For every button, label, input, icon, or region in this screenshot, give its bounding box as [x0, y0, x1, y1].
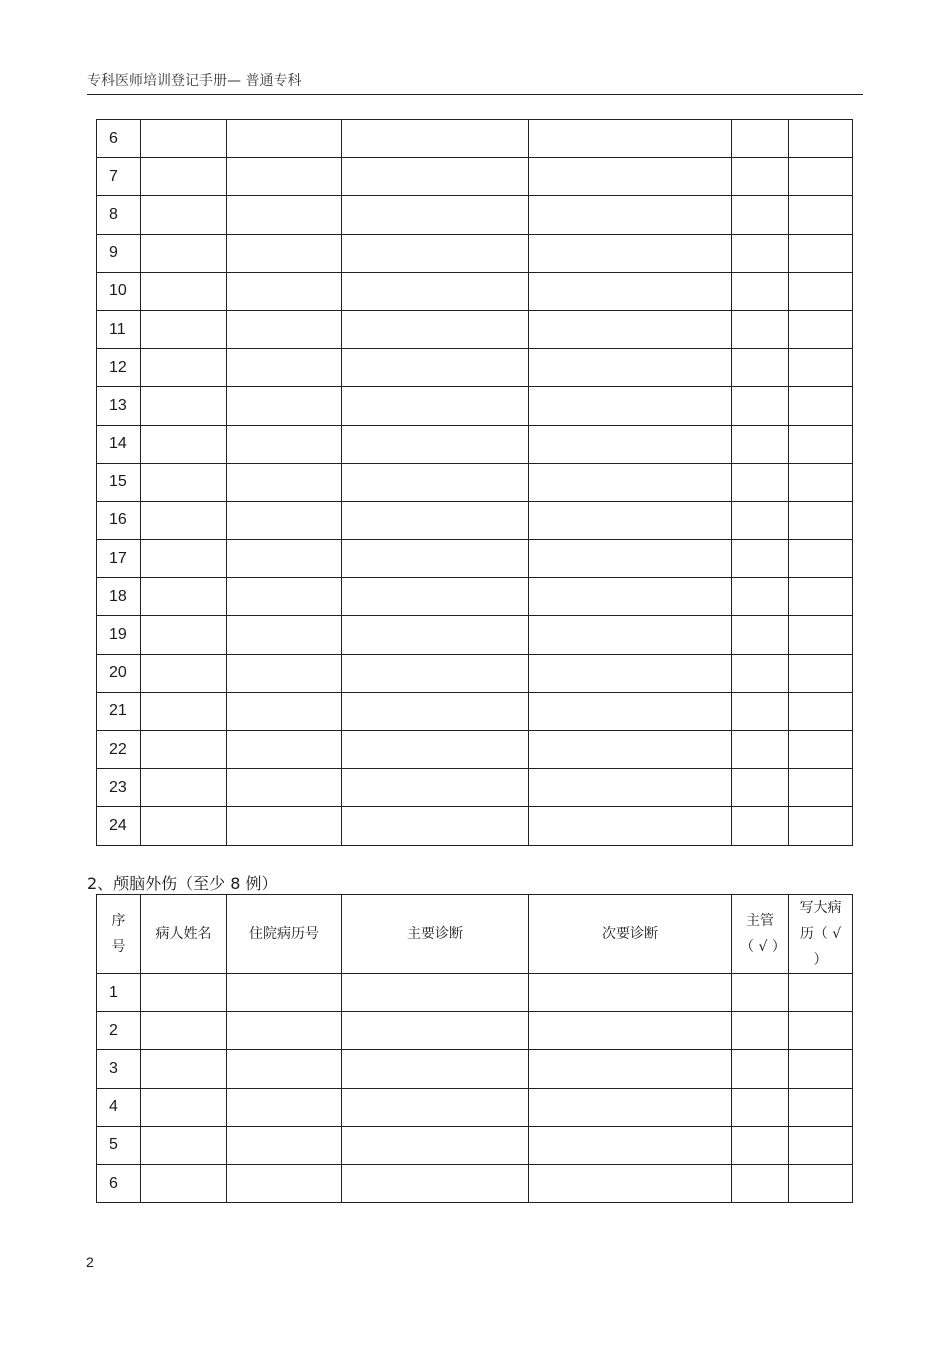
record-no-cell[interactable] — [227, 974, 342, 1012]
column-header-record-no: 住院病历号 — [227, 895, 342, 974]
primary-diagnosis-cell[interactable] — [342, 1050, 529, 1088]
primary-diagnosis-cell[interactable] — [342, 234, 529, 272]
column-header-primary-diagnosis: 主要诊断 — [342, 895, 529, 974]
primary-diagnosis-cell[interactable] — [342, 807, 529, 845]
row-number: 9 — [97, 234, 141, 272]
primary-diagnosis-cell[interactable] — [342, 272, 529, 310]
primary-diagnosis-cell[interactable] — [342, 196, 529, 234]
record-no-cell[interactable] — [227, 578, 342, 616]
record-no-cell[interactable] — [227, 272, 342, 310]
table-row — [97, 463, 853, 501]
record-no-cell[interactable] — [227, 769, 342, 807]
in-charge-cell[interactable] — [732, 234, 789, 272]
column-header-big-record: 写大病历（ √ ） — [789, 895, 853, 974]
secondary-diagnosis-cell[interactable] — [529, 692, 732, 730]
patient-name-cell[interactable] — [141, 501, 227, 539]
secondary-diagnosis-cell[interactable] — [529, 654, 732, 692]
row-number: 11 — [97, 310, 141, 348]
big-record-cell[interactable] — [789, 654, 853, 692]
in-charge-cell[interactable] — [732, 731, 789, 769]
table-row — [97, 1164, 853, 1202]
row-number: 21 — [97, 692, 141, 730]
in-charge-cell[interactable] — [732, 463, 789, 501]
big-record-cell[interactable] — [789, 731, 853, 769]
primary-diagnosis-cell[interactable] — [342, 654, 529, 692]
row-number: 5 — [97, 1126, 141, 1164]
secondary-diagnosis-cell[interactable] — [529, 501, 732, 539]
row-number: 19 — [97, 616, 141, 654]
big-record-cell[interactable] — [789, 692, 853, 730]
row-number: 1 — [97, 974, 141, 1012]
record-no-cell[interactable] — [227, 310, 342, 348]
primary-diagnosis-cell[interactable] — [342, 501, 529, 539]
secondary-diagnosis-cell[interactable] — [529, 387, 732, 425]
table-row — [97, 654, 853, 692]
secondary-diagnosis-cell[interactable] — [529, 1164, 732, 1202]
patient-name-cell[interactable] — [141, 578, 227, 616]
record-no-cell[interactable] — [227, 425, 342, 463]
patient-name-cell[interactable] — [141, 272, 227, 310]
secondary-diagnosis-cell[interactable] — [529, 1012, 732, 1050]
secondary-diagnosis-cell[interactable] — [529, 974, 732, 1012]
patient-name-cell[interactable] — [141, 196, 227, 234]
primary-diagnosis-cell[interactable] — [342, 310, 529, 348]
column-header-seq: 序号 — [97, 895, 141, 974]
header-divider — [87, 94, 863, 95]
primary-diagnosis-cell[interactable] — [342, 1164, 529, 1202]
table-row — [97, 578, 853, 616]
big-record-cell[interactable] — [789, 310, 853, 348]
in-charge-cell[interactable] — [732, 616, 789, 654]
in-charge-cell[interactable] — [732, 310, 789, 348]
secondary-diagnosis-cell[interactable] — [529, 807, 732, 845]
patient-name-cell[interactable] — [141, 1088, 227, 1126]
patient-name-cell[interactable] — [141, 616, 227, 654]
table-row — [97, 349, 853, 387]
primary-diagnosis-cell[interactable] — [342, 974, 529, 1012]
big-record-cell[interactable] — [789, 540, 853, 578]
big-record-cell[interactable] — [789, 974, 853, 1012]
table-header-row — [97, 895, 853, 974]
table-row — [97, 769, 853, 807]
patient-name-cell[interactable] — [141, 692, 227, 730]
record-no-cell[interactable] — [227, 1088, 342, 1126]
primary-diagnosis-cell[interactable] — [342, 692, 529, 730]
in-charge-cell[interactable] — [732, 158, 789, 196]
record-no-cell[interactable] — [227, 387, 342, 425]
table-row — [97, 234, 853, 272]
secondary-diagnosis-cell[interactable] — [529, 1088, 732, 1126]
table-row — [97, 540, 853, 578]
primary-diagnosis-cell[interactable] — [342, 158, 529, 196]
row-number: 22 — [97, 731, 141, 769]
row-number: 6 — [97, 120, 141, 158]
primary-diagnosis-cell[interactable] — [342, 540, 529, 578]
secondary-diagnosis-cell[interactable] — [529, 1126, 732, 1164]
big-record-cell[interactable] — [789, 234, 853, 272]
record-no-cell[interactable] — [227, 540, 342, 578]
record-no-cell[interactable] — [227, 692, 342, 730]
big-record-cell[interactable] — [789, 349, 853, 387]
record-no-cell[interactable] — [227, 120, 342, 158]
table-row — [97, 387, 853, 425]
primary-diagnosis-cell[interactable] — [342, 731, 529, 769]
in-charge-cell[interactable] — [732, 501, 789, 539]
table-row — [97, 425, 853, 463]
secondary-diagnosis-cell[interactable] — [529, 578, 732, 616]
secondary-diagnosis-cell[interactable] — [529, 540, 732, 578]
big-record-cell[interactable] — [789, 1164, 853, 1202]
big-record-cell[interactable] — [789, 196, 853, 234]
row-number: 13 — [97, 387, 141, 425]
secondary-diagnosis-cell[interactable] — [529, 234, 732, 272]
in-charge-cell[interactable] — [732, 349, 789, 387]
trauma-table-body — [97, 974, 853, 1203]
big-record-cell[interactable] — [789, 272, 853, 310]
patient-name-cell[interactable] — [141, 1050, 227, 1088]
in-charge-cell[interactable] — [732, 769, 789, 807]
patient-name-cell[interactable] — [141, 731, 227, 769]
in-charge-cell[interactable] — [732, 692, 789, 730]
big-record-cell[interactable] — [789, 807, 853, 845]
record-no-cell[interactable] — [227, 1126, 342, 1164]
patient-name-cell[interactable] — [141, 974, 227, 1012]
secondary-diagnosis-cell[interactable] — [529, 731, 732, 769]
patient-name-cell[interactable] — [141, 769, 227, 807]
table-row — [97, 120, 853, 158]
in-charge-cell[interactable] — [732, 578, 789, 616]
table-row — [97, 1126, 853, 1164]
secondary-diagnosis-cell[interactable] — [529, 158, 732, 196]
column-header-in-charge: 主管（ √ ） — [732, 895, 789, 974]
case-log-table-continued — [96, 119, 853, 846]
secondary-diagnosis-cell[interactable] — [529, 616, 732, 654]
big-record-cell[interactable] — [789, 387, 853, 425]
table-row — [97, 616, 853, 654]
big-record-cell[interactable] — [789, 1050, 853, 1088]
secondary-diagnosis-cell[interactable] — [529, 196, 732, 234]
patient-name-cell[interactable] — [141, 1012, 227, 1050]
big-record-cell[interactable] — [789, 501, 853, 539]
row-number: 12 — [97, 349, 141, 387]
record-no-cell[interactable] — [227, 349, 342, 387]
table-row — [97, 692, 853, 730]
row-number: 24 — [97, 807, 141, 845]
column-header-patient-name: 病人姓名 — [141, 895, 227, 974]
record-no-cell[interactable] — [227, 234, 342, 272]
row-number: 2 — [97, 1012, 141, 1050]
secondary-diagnosis-cell[interactable] — [529, 769, 732, 807]
big-record-cell[interactable] — [789, 769, 853, 807]
craniocerebral-trauma-table — [96, 894, 853, 1203]
in-charge-cell[interactable] — [732, 272, 789, 310]
in-charge-cell[interactable] — [732, 196, 789, 234]
table-row — [97, 272, 853, 310]
big-record-cell[interactable] — [789, 463, 853, 501]
row-number: 20 — [97, 654, 141, 692]
big-record-cell[interactable] — [789, 616, 853, 654]
row-number: 8 — [97, 196, 141, 234]
table-row — [97, 501, 853, 539]
primary-diagnosis-cell[interactable] — [342, 387, 529, 425]
patient-name-cell[interactable] — [141, 425, 227, 463]
row-number: 17 — [97, 540, 141, 578]
in-charge-cell[interactable] — [732, 425, 789, 463]
secondary-diagnosis-cell[interactable] — [529, 272, 732, 310]
record-no-cell[interactable] — [227, 463, 342, 501]
record-no-cell[interactable] — [227, 616, 342, 654]
table-row — [97, 310, 853, 348]
row-number: 18 — [97, 578, 141, 616]
primary-diagnosis-cell[interactable] — [342, 1126, 529, 1164]
primary-diagnosis-cell[interactable] — [342, 616, 529, 654]
section-title: 2、颅脑外伤（至少 8 例） — [87, 874, 278, 893]
record-no-cell[interactable] — [227, 196, 342, 234]
primary-diagnosis-cell[interactable] — [342, 769, 529, 807]
secondary-diagnosis-cell[interactable] — [529, 1050, 732, 1088]
table-row — [97, 196, 853, 234]
patient-name-cell[interactable] — [141, 807, 227, 845]
big-record-cell[interactable] — [789, 1012, 853, 1050]
patient-name-cell[interactable] — [141, 120, 227, 158]
patient-name-cell[interactable] — [141, 463, 227, 501]
patient-name-cell[interactable] — [141, 1126, 227, 1164]
secondary-diagnosis-cell[interactable] — [529, 425, 732, 463]
in-charge-cell[interactable] — [732, 1050, 789, 1088]
record-no-cell[interactable] — [227, 158, 342, 196]
patient-name-cell[interactable] — [141, 310, 227, 348]
in-charge-cell[interactable] — [732, 1088, 789, 1126]
table-row — [97, 974, 853, 1012]
row-number: 14 — [97, 425, 141, 463]
table-row — [97, 1050, 853, 1088]
in-charge-cell[interactable] — [732, 540, 789, 578]
big-record-cell[interactable] — [789, 1088, 853, 1126]
patient-name-cell[interactable] — [141, 387, 227, 425]
record-no-cell[interactable] — [227, 1050, 342, 1088]
in-charge-cell[interactable] — [732, 1164, 789, 1202]
big-record-cell[interactable] — [789, 158, 853, 196]
primary-diagnosis-cell[interactable] — [342, 120, 529, 158]
patient-name-cell[interactable] — [141, 158, 227, 196]
in-charge-cell[interactable] — [732, 654, 789, 692]
patient-name-cell[interactable] — [141, 234, 227, 272]
table-row — [97, 1012, 853, 1050]
column-header-secondary-diagnosis: 次要诊断 — [529, 895, 732, 974]
in-charge-cell[interactable] — [732, 387, 789, 425]
secondary-diagnosis-cell[interactable] — [529, 120, 732, 158]
big-record-cell[interactable] — [789, 1126, 853, 1164]
table-row — [97, 807, 853, 845]
table-row — [97, 731, 853, 769]
row-number: 3 — [97, 1050, 141, 1088]
primary-diagnosis-cell[interactable] — [342, 425, 529, 463]
secondary-diagnosis-cell[interactable] — [529, 463, 732, 501]
patient-name-cell[interactable] — [141, 1164, 227, 1202]
table-row — [97, 158, 853, 196]
in-charge-cell[interactable] — [732, 807, 789, 845]
record-no-cell[interactable] — [227, 1012, 342, 1050]
row-number: 23 — [97, 769, 141, 807]
in-charge-cell[interactable] — [732, 1126, 789, 1164]
record-no-cell[interactable] — [227, 807, 342, 845]
primary-diagnosis-cell[interactable] — [342, 1012, 529, 1050]
row-number: 16 — [97, 501, 141, 539]
manual-title: 专科医师培训登记手册— 普通专科 — [87, 73, 302, 89]
in-charge-cell[interactable] — [732, 974, 789, 1012]
row-number: 6 — [97, 1164, 141, 1202]
record-no-cell[interactable] — [227, 654, 342, 692]
big-record-cell[interactable] — [789, 120, 853, 158]
row-number: 10 — [97, 272, 141, 310]
patient-name-cell[interactable] — [141, 540, 227, 578]
record-no-cell[interactable] — [227, 501, 342, 539]
in-charge-cell[interactable] — [732, 120, 789, 158]
patient-name-cell[interactable] — [141, 349, 227, 387]
primary-diagnosis-cell[interactable] — [342, 349, 529, 387]
row-number: 7 — [97, 158, 141, 196]
row-number: 15 — [97, 463, 141, 501]
record-no-cell[interactable] — [227, 1164, 342, 1202]
primary-diagnosis-cell[interactable] — [342, 463, 529, 501]
row-number: 4 — [97, 1088, 141, 1126]
big-record-cell[interactable] — [789, 425, 853, 463]
patient-name-cell[interactable] — [141, 654, 227, 692]
table-row — [97, 1088, 853, 1126]
record-no-cell[interactable] — [227, 731, 342, 769]
secondary-diagnosis-cell[interactable] — [529, 349, 732, 387]
in-charge-cell[interactable] — [732, 1012, 789, 1050]
big-record-cell[interactable] — [789, 578, 853, 616]
case-log-table-body — [97, 120, 853, 846]
secondary-diagnosis-cell[interactable] — [529, 310, 732, 348]
primary-diagnosis-cell[interactable] — [342, 578, 529, 616]
page-number: 2 — [86, 1254, 94, 1270]
primary-diagnosis-cell[interactable] — [342, 1088, 529, 1126]
